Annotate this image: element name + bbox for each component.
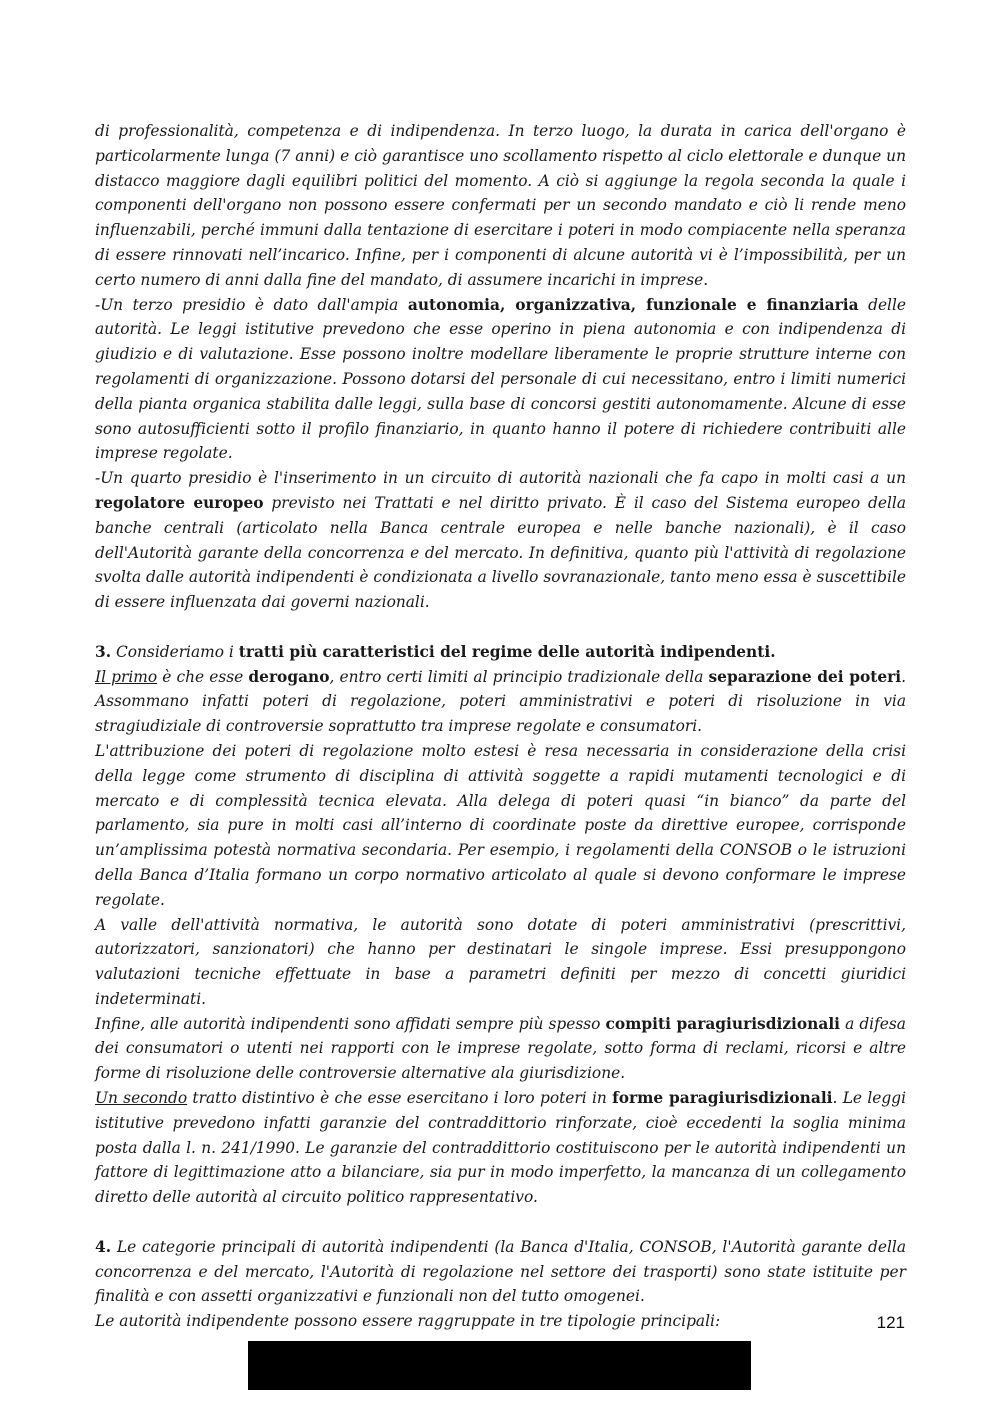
bold-autonomy: autonomia, organizzativa, funzionale e finanziaria bbox=[407, 295, 859, 314]
section-3-heading: 3. Consideriamo i tratti più caratteristici del regime delle autorità indipendenti. bbox=[95, 642, 776, 661]
paragraph-administrative-powers: A valle dell'attività normativa, le autorità sono dotate di poteri amministrativi (prescrittivi, autorizzatori, sanzionatori) che hanno per destinatari le singole imprese. Essi presuppongono valutazioni tecniche effettuate in base a parametri definiti per mezzo di concetti giuridici indeterminati. bbox=[95, 915, 906, 1008]
bold-derogano: derogano bbox=[248, 667, 330, 686]
bold-compiti-paragiurisdizionali: compiti paragiurisdizionali bbox=[605, 1014, 841, 1033]
paragraph-paragiurisdictional-tasks: Infine, alle autorità indipendenti sono affidati sempre più spesso compiti paragiurisdizionali a difesa dei consumatori o utenti nei rapporti con le imprese regolate, sotto forma di reclami, ricorsi e altre forme di risoluzione delle controversie alternative ala giurisdizione. bbox=[95, 1014, 906, 1083]
paragraph-regulatory-powers: L'attribuzione dei poteri di regolazione molto estesi è resa necessaria in considerazione della crisi della legge come strumento di disciplina di attività soggette a rapidi mutamenti tecnologici e di mercato e di complessità tecnica elevata. Alla delega di poteri quasi “in bianco” da parte del parlamento, sia pure in molti casi all’interno di coordinate poste da direttive europee, corrisponde un’amplissima potestà normativa secondaria. Per esempio, i regolamenti della CONSOB o le istruzioni della Banca d’Italia formano un corpo normativo articolato al quale si devono conformare le imprese regolate. bbox=[95, 741, 906, 909]
section-3-number: 3. bbox=[95, 642, 112, 661]
page-number: 121 bbox=[876, 1313, 905, 1332]
paragraph-third-safeguard: -Un terzo presidio è dato dall'ampia autonomia, organizzativa, funzionale e finanziaria delle autorità. Le leggi istitutive prevedono che esse operino in piena autonomia e con indipendenza di giudizio e di valutazione. Esse possono inoltre modellare liberamente le proprie strutture interne con regolamenti di organizzazione. Possono dotarsi del personale di cui necessitano, entro i limiti numerici della pianta organica stabilita dalle leggi, sulla base di concorsi gestiti autonomamente. Alcune di esse sono autosufficienti sotto il profilo finanziario, in quanto hanno il potere di richiedere contribuiti alle imprese regolate. bbox=[95, 295, 906, 463]
bold-forme-paragiurisdizionali: forme paragiurisdizionali bbox=[612, 1089, 833, 1108]
section-4-paragraph: 4. Le categorie principali di autorità indipendenti (la Banca d'Italia, CONSOB, l'Autorità garante della concorrenza e del mercato, l'Autorità di regolazione nel settore dei trasporti) sono state istituite per finalità e con assetti organizzativi e funzionali non del tutto omogenei. bbox=[95, 1237, 906, 1306]
section-4-number: 4. bbox=[95, 1237, 112, 1256]
paragraph-independence-requirements: di professionalità, competenza e di indipendenza. In terzo luogo, la durata in carica dell'organo è particolarmente lunga (7 anni) e ciò garantisce uno scollamento rispetto al ciclo elettorale e dunque un distacco maggiore dagli equilibri politici del momento. A ciò si aggiunge la regola seconda la quale i componenti dell'organo non possono essere confermati per un secondo mandato e ciò li rende meno influenzabili, perché immuni dalla tentazione di esercitare i poteri in modo compiacente nella speranza di essere rinnovati nell’incarico. Infine, per i componenti di alcune autorità vi è l’impossibilità, per un certo numero di anni dalla fine del mandato, di assumere incarichi in imprese. bbox=[95, 122, 906, 289]
paragraph-fourth-safeguard: -Un quarto presidio è l'inserimento in un circuito di autorità nazionali che fa capo in molti casi a un regolatore europeo previsto nei Trattati e nel diritto privato. È il caso del Sistema europeo della banche centrali (articolato nella Banca centrale europea e nelle banche nazionali), è il caso dell'Autorità garante della concorrenza e del mercato. In definitiva, quanto più l'attività di regolazione svolta dalle autorità indipendenti è condizionata a livello sovranazionale, tanto meno essa è suscettibile di essere influenzata dai governi nazionali. bbox=[95, 469, 906, 612]
paragraph-second-trait: Un secondo tratto distintivo è che esse esercitano i loro poteri in forme paragiurisdizionali. Le leggi istitutive prevedono infatti garanzie del contraddittorio rinforzate, cioè eccedenti la soglia minima posta dalla l. n. 241/1990. Le garanzie del contraddittorio costituiscono per le autorità indipendenti un fattore di legittimazione atto a bilanciare, sia pur in modo imperfetto, la mancanza di un collegamento diretto delle autorità al circuito politico rappresentativo. bbox=[95, 1089, 906, 1207]
underline-first: Il primo bbox=[95, 667, 158, 686]
footer-bar bbox=[248, 1341, 751, 1390]
paragraph-first-trait: Il primo è che esse derogano, entro certi limiti al principio tradizionale della separazione dei poteri. Assommano infatti poteri di regolazione, poteri amministrativi e poteri di risoluzione in via stragiudiziale di controversie soprattutto tra imprese regolate e consumatori. bbox=[95, 667, 906, 736]
bold-european-regulator: regolatore europeo bbox=[95, 493, 264, 512]
page-body bbox=[95, 119, 906, 1334]
bold-separation-of-powers: separazione dei poteri bbox=[708, 667, 902, 686]
section-3-title: tratti più caratteristici del regime delle autorità indipendenti. bbox=[238, 642, 776, 661]
underline-second: Un secondo bbox=[95, 1089, 188, 1108]
paragraph-three-types: Le autorità indipendente possono essere raggruppate in tre tipologie principali: bbox=[95, 1312, 721, 1331]
